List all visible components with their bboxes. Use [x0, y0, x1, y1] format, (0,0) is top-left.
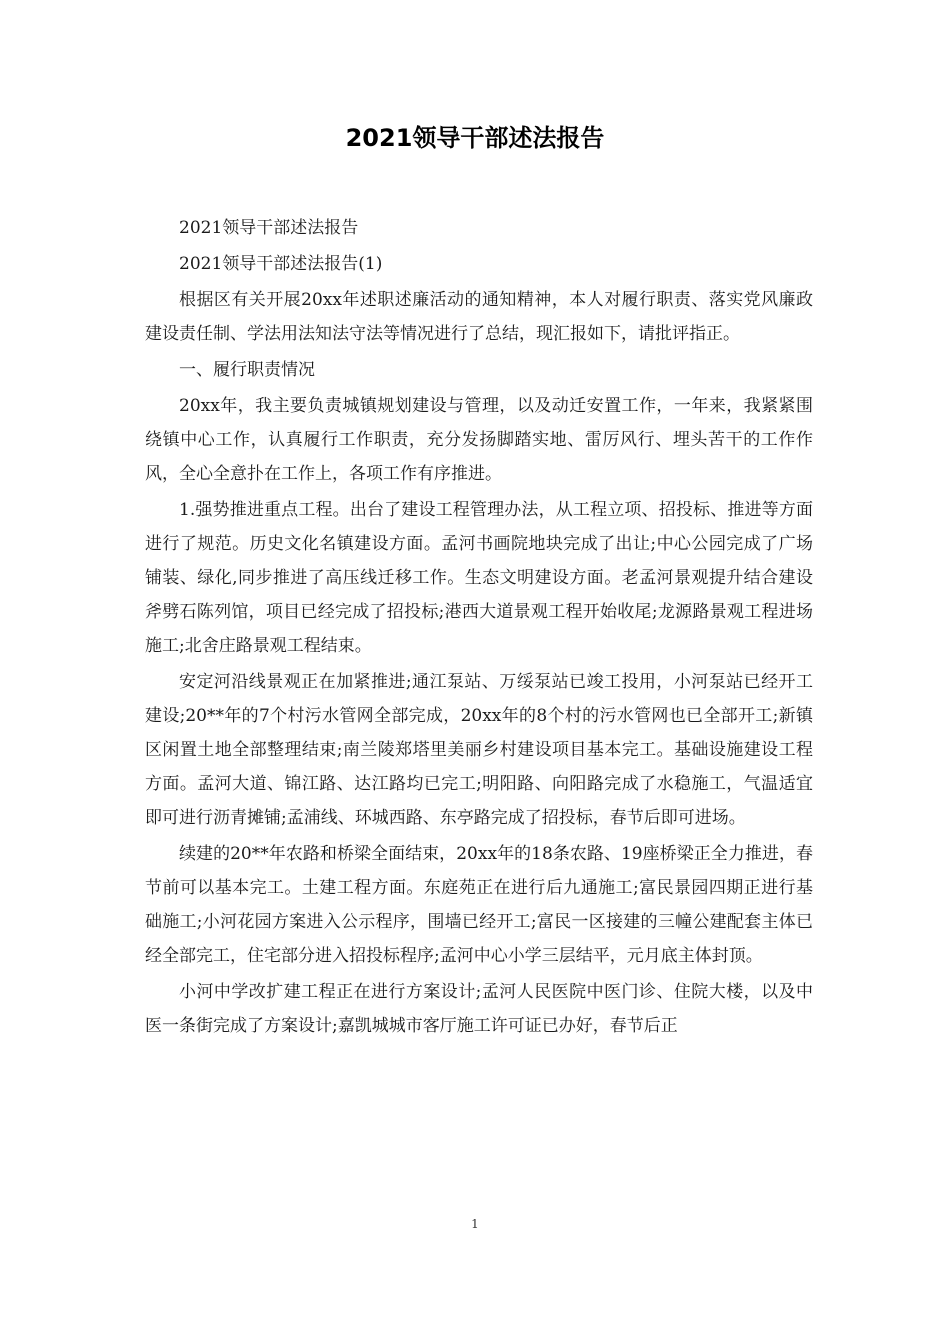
paragraph: 2021领导干部述法报告 [179, 218, 359, 238]
paragraph: 小河中学改扩建工程正在进行方案设计;孟河人民医院中医门诊、住院大楼，以及中医一条街完成了方案设计;嘉凯城城市客厅施工许可证已办好，春节后正 [145, 982, 813, 1036]
section-heading: 一、履行职责情况 [179, 360, 315, 380]
paragraph: 安定河沿线景观正在加紧推进;通江泵站、万绥泵站已竣工投用，小河泵站已经开工建设;20**年的7个村污水管网全部完成，20xx年的8个村的污水管网也已全部开工;新镇区闲置土地全部整理结束;南兰陵郑塔里美丽乡村建设项目基本完工。基础设施建设工程方面。孟河大道、锦江路、达江路均已完工;明阳路、向阳路完成了水稳施工，气温适宜即可进行沥青摊铺;孟浦线、环城西路、东亭路完成了招投标，春节后即可进场。 [145, 672, 813, 828]
page-number: 1 [471, 1217, 479, 1231]
paragraph: 续建的20**年农路和桥梁全面结束，20xx年的18条农路、19座桥梁正全力推进，春节前可以基本完工。土建工程方面。东庭苑正在进行后九通施工;富民景园四期正进行基础施工;小河花园方案进入公示程序，围墙已经开工;富民一区接建的三幢公建配套主体已经全部完工，住宅部分进入招投标程序;孟河中心小学三层结平，元月底主体封顶。 [145, 844, 813, 966]
document-title: 2021领导干部述法报告 [345, 124, 605, 152]
document-body [145, 211, 813, 1045]
paragraph: 2021领导干部述法报告(1) [179, 254, 383, 274]
paragraph: 20xx年，我主要负责城镇规划建设与管理，以及动迁安置工作，一年来，我紧紧围绕镇中心工作，认真履行工作职责，充分发扬脚踏实地、雷厉风行、埋头苦干的工作作风，全心全意扑在工作上，各项工作有序推进。 [145, 396, 813, 484]
paragraph: 根据区有关开展20xx年述职述廉活动的通知精神，本人对履行职责、落实党风廉政建设责任制、学法用法知法守法等情况进行了总结，现汇报如下，请批评指正。 [145, 290, 813, 344]
paragraph: 1.强势推进重点工程。出台了建设工程管理办法，从工程立项、招投标、推进等方面进行了规范。历史文化名镇建设方面。孟河书画院地块完成了出让;中心公园完成了广场铺装、绿化,同步推进了高压线迁移工作。生态文明建设方面。老孟河景观提升结合建设斧劈石陈列馆，项目已经完成了招投标;港西大道景观工程开始收尾;龙源路景观工程进场施工;北舍庄路景观工程结束。 [145, 500, 813, 656]
